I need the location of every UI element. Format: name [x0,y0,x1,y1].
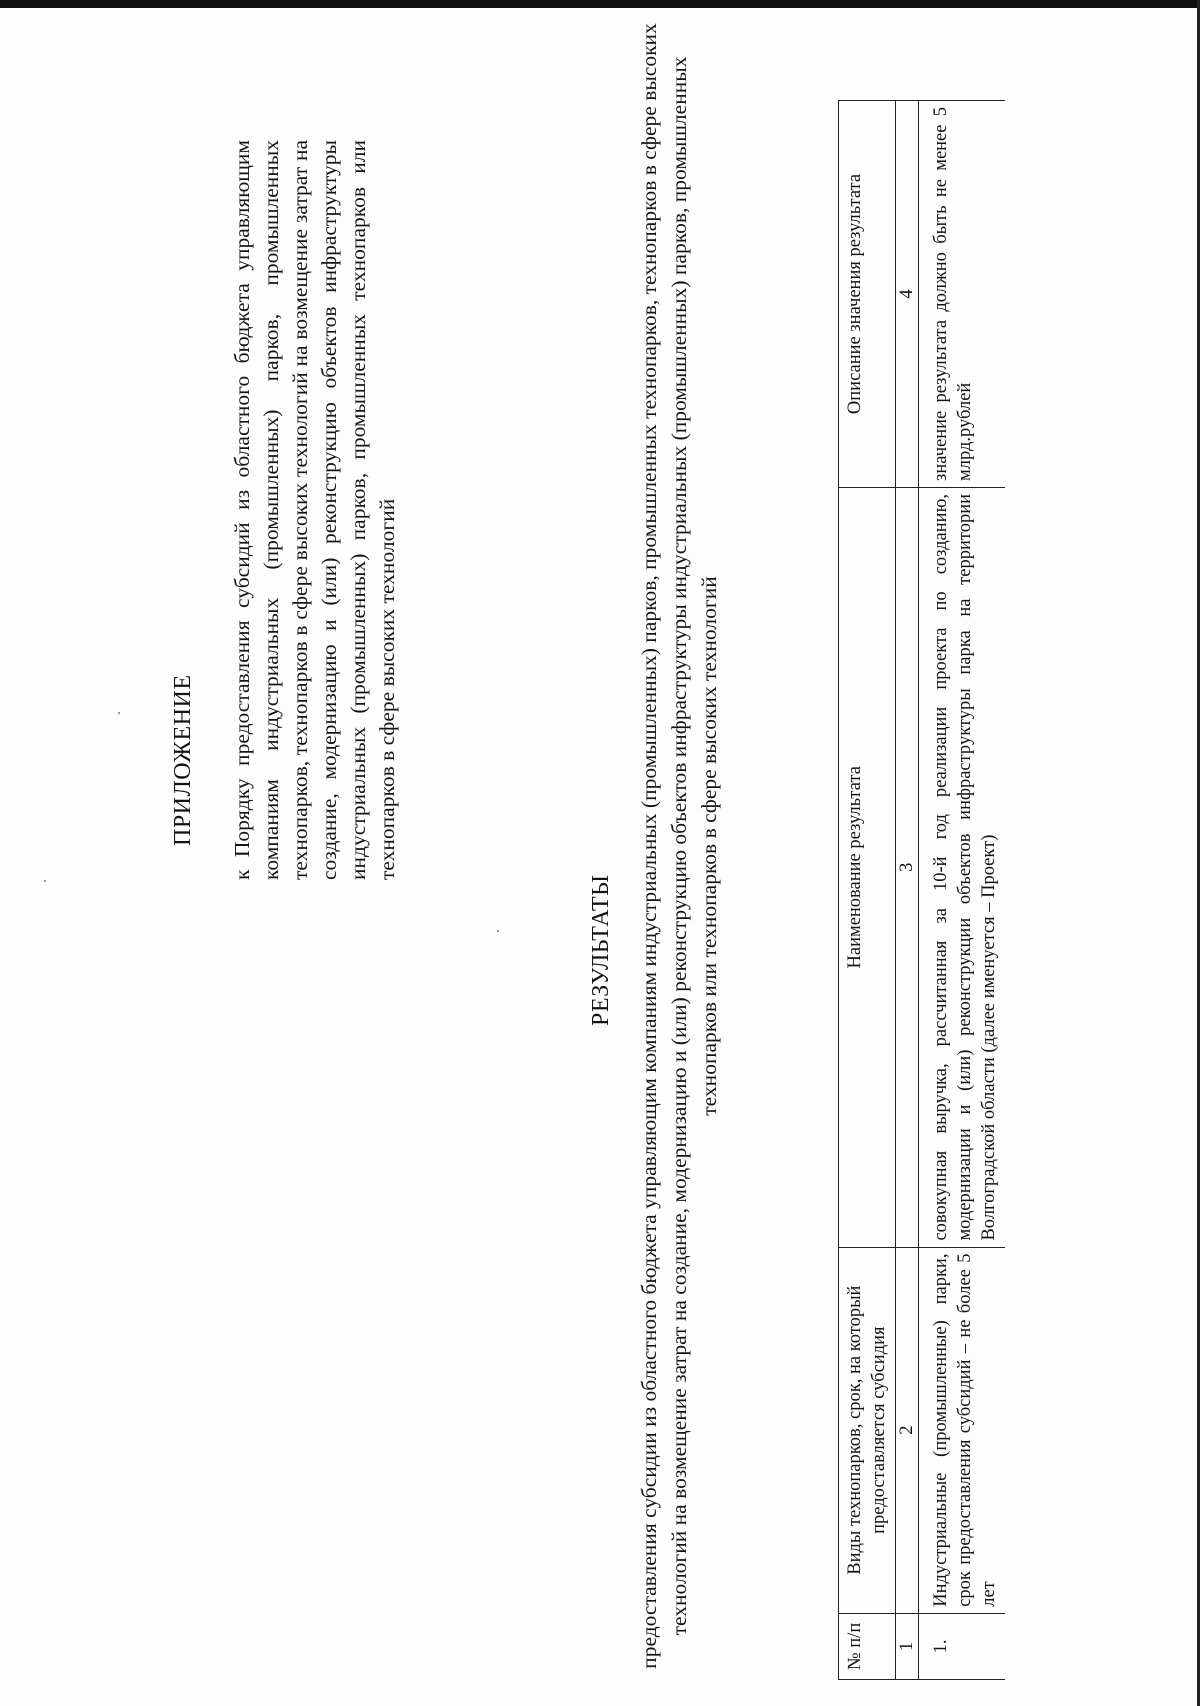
row-result-name: совокупная выручка, рассчитанная за 10-й год реализации проекта по созданию, модернизации и (или) реконструкции объектов инфраструктуры парка на территории Волгоградской области (далее именуется – Проект) [919,487,1006,1247]
row-park-kind: Индустриальные (промышленные) парки, срок предоставления субсидий – не более 5 лет [919,1247,1006,1613]
row-number: 1. [919,1613,1006,1679]
results-description: предоставления субсидии из областного бюджета управляющим компаниям индустриальных (промышленных) парков, промышленных технопарков, технопарков в сфере высоких технологий на возмещение затрат на создание, модернизацию и (или) реконструкцию объектов инфраструктуры индустриальных (промышленных) парков, промышленных технопарков или технопарков в сфере высоких технологий [637,23,721,1669]
results-title: РЕЗУЛЬТАТЫ [588,874,614,1026]
column-number-row [896,101,919,1680]
column-number: 4 [896,101,919,488]
table-header-row [839,101,896,1680]
header-number: № п/п [839,1613,896,1679]
column-number: 2 [896,1247,919,1613]
column-number: 3 [896,487,919,1247]
appendix-title: ПРИЛОЖЕНИЕ [170,674,196,846]
results-table [838,100,1005,1680]
column-number: 1 [896,1613,919,1679]
row-result-description: значение результата должно быть не менее 5 млрд.рублей [919,101,1006,488]
header-result-description: Описание значения результата [839,101,896,488]
header-park-kind: Виды технопарков, срок, на который предоставляется субсидия [839,1247,896,1613]
table-row [919,101,1006,1680]
appendix-text: к Порядку предоставления субсидий из областного бюджета управляющим компаниям индустриальных (промышленных) парков, промышленных технопарков, технопарков в сфере высоких технологий на возмещение затрат на создание, модернизацию и (или) реконструкцию объектов инфраструктуры индустриальных (промышленных) парков, промышленных технопарков или технопарков в сфере высоких технологий [230,140,399,880]
header-result-name: Наименование результата [839,487,896,1247]
